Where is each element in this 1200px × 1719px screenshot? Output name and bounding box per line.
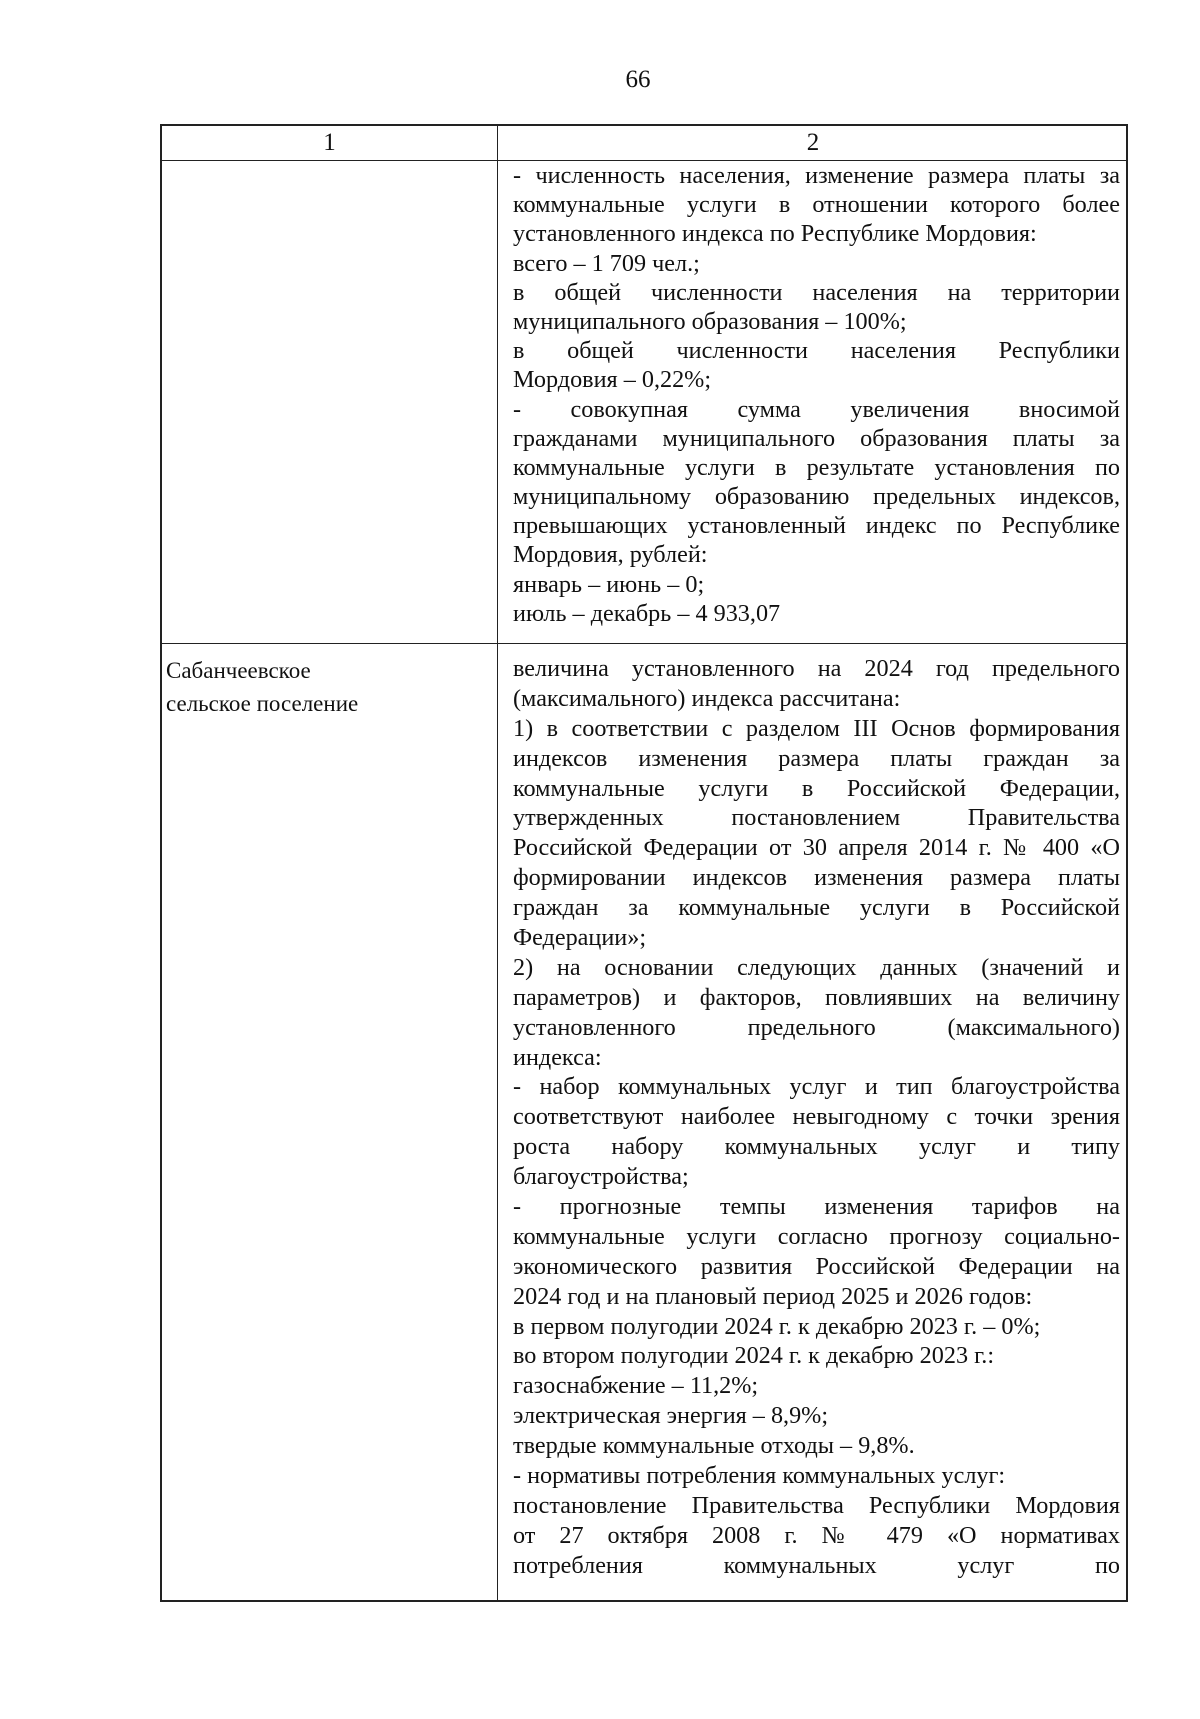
- text-line: граждан за коммунальные услуги в Российской: [513, 894, 1120, 922]
- text-line: установленного индекса по Республике Мордовия:: [513, 220, 1037, 248]
- column-header-2: 2: [806, 129, 820, 156]
- text-line: формировании индексов изменения размера платы: [513, 864, 1120, 892]
- row2-description: [513, 654, 1120, 1581]
- text-line: индексов изменения размера платы граждан за: [513, 744, 1120, 772]
- municipality-name-line: сельское поселение: [166, 691, 359, 716]
- text-line: параметров) и факторов, повлиявших на величину: [513, 983, 1120, 1011]
- text-line: 1) в соответствии с разделом III Основ формирования: [513, 714, 1120, 742]
- text-line: Российской Федерации от 30 апреля 2014 г. № 400 «О: [513, 834, 1120, 862]
- text-line: благоустройства;: [513, 1163, 689, 1191]
- text-line: (максимального) индекса рассчитана:: [513, 684, 901, 712]
- column-divider: [497, 126, 498, 1600]
- text-line: всего – 1 709 чел.;: [513, 249, 700, 277]
- text-line: газоснабжение – 11,2%;: [513, 1372, 759, 1400]
- text-line: - нормативы потребления коммунальных услуг:: [513, 1462, 1006, 1490]
- text-line: во втором полугодии 2024 г. к декабрю 2023 г.:: [513, 1342, 995, 1370]
- column-header-1: 1: [323, 129, 336, 156]
- text-line: твердые коммунальные отходы – 9,8%.: [513, 1432, 915, 1460]
- text-line: Мордовия, рублей:: [513, 541, 708, 569]
- text-line: гражданами муниципального образования платы за: [513, 424, 1120, 452]
- text-line: величина установленного на 2024 год предельного: [513, 655, 1120, 682]
- text-line: экономического развития Российской Федерации на: [513, 1252, 1120, 1280]
- text-line: коммунальные услуги в отношении которого более: [513, 191, 1120, 219]
- page-number: 66: [625, 66, 651, 93]
- text-line: утвержденных постановлением Правительства: [513, 804, 1120, 832]
- text-line: в общей численности населения на территории: [513, 278, 1120, 306]
- row1-description: [513, 161, 1120, 628]
- text-line: - набор коммунальных услуг и тип благоустройства: [513, 1073, 1120, 1101]
- text-line: - совокупная сумма увеличения вносимой: [513, 395, 1120, 423]
- text-line: установленного предельного (максимального): [513, 1013, 1120, 1041]
- text-line: январь – июнь – 0;: [513, 570, 705, 598]
- text-line: Федерации»;: [513, 924, 647, 952]
- text-line: постановление Правительства Республики Мордовия: [513, 1491, 1120, 1519]
- row-divider: [162, 643, 1126, 644]
- text-line: от 27 октября 2008 г. № 479 «О нормативах: [513, 1521, 1120, 1549]
- text-line: Мордовия – 0,22%;: [513, 366, 712, 394]
- text-line: потребления коммунальных услуг по: [513, 1551, 1120, 1579]
- text-line: в общей численности населения Республики: [513, 337, 1120, 365]
- text-line: в первом полугодии 2024 г. к декабрю 2023 г. – 0%;: [513, 1312, 1041, 1340]
- text-line: муниципальному образованию предельных индексов,: [513, 483, 1120, 511]
- data-table: [160, 124, 1128, 1602]
- text-line: коммунальные услуги в Российской Федерации,: [513, 774, 1120, 802]
- text-line: превышающих установленный индекс по Республике: [513, 512, 1120, 540]
- row2-municipality: [166, 654, 491, 720]
- text-line: коммунальные услуги в результате установления по: [513, 453, 1120, 481]
- text-line: 2024 год и на плановый период 2025 и 2026 годов:: [513, 1282, 1033, 1310]
- text-line: муниципального образования – 100%;: [513, 307, 907, 335]
- text-line: индекса:: [513, 1043, 602, 1071]
- text-line: электрическая энергия – 8,9%;: [513, 1402, 829, 1430]
- text-line: - прогнозные темпы изменения тарифов на: [513, 1193, 1120, 1221]
- municipality-name-line: Сабанчеевское: [166, 658, 311, 683]
- text-line: коммунальные услуги согласно прогнозу социально-: [513, 1222, 1120, 1250]
- text-line: июль – декабрь – 4 933,07: [513, 599, 781, 627]
- text-line: 2) на основании следующих данных (значений и: [513, 953, 1120, 981]
- text-line: роста набору коммунальных услуг и типу: [513, 1133, 1120, 1161]
- text-line: - численность населения, изменение размера платы за: [513, 162, 1120, 189]
- text-line: соответствуют наиболее невыгодному с точки зрения: [513, 1103, 1120, 1131]
